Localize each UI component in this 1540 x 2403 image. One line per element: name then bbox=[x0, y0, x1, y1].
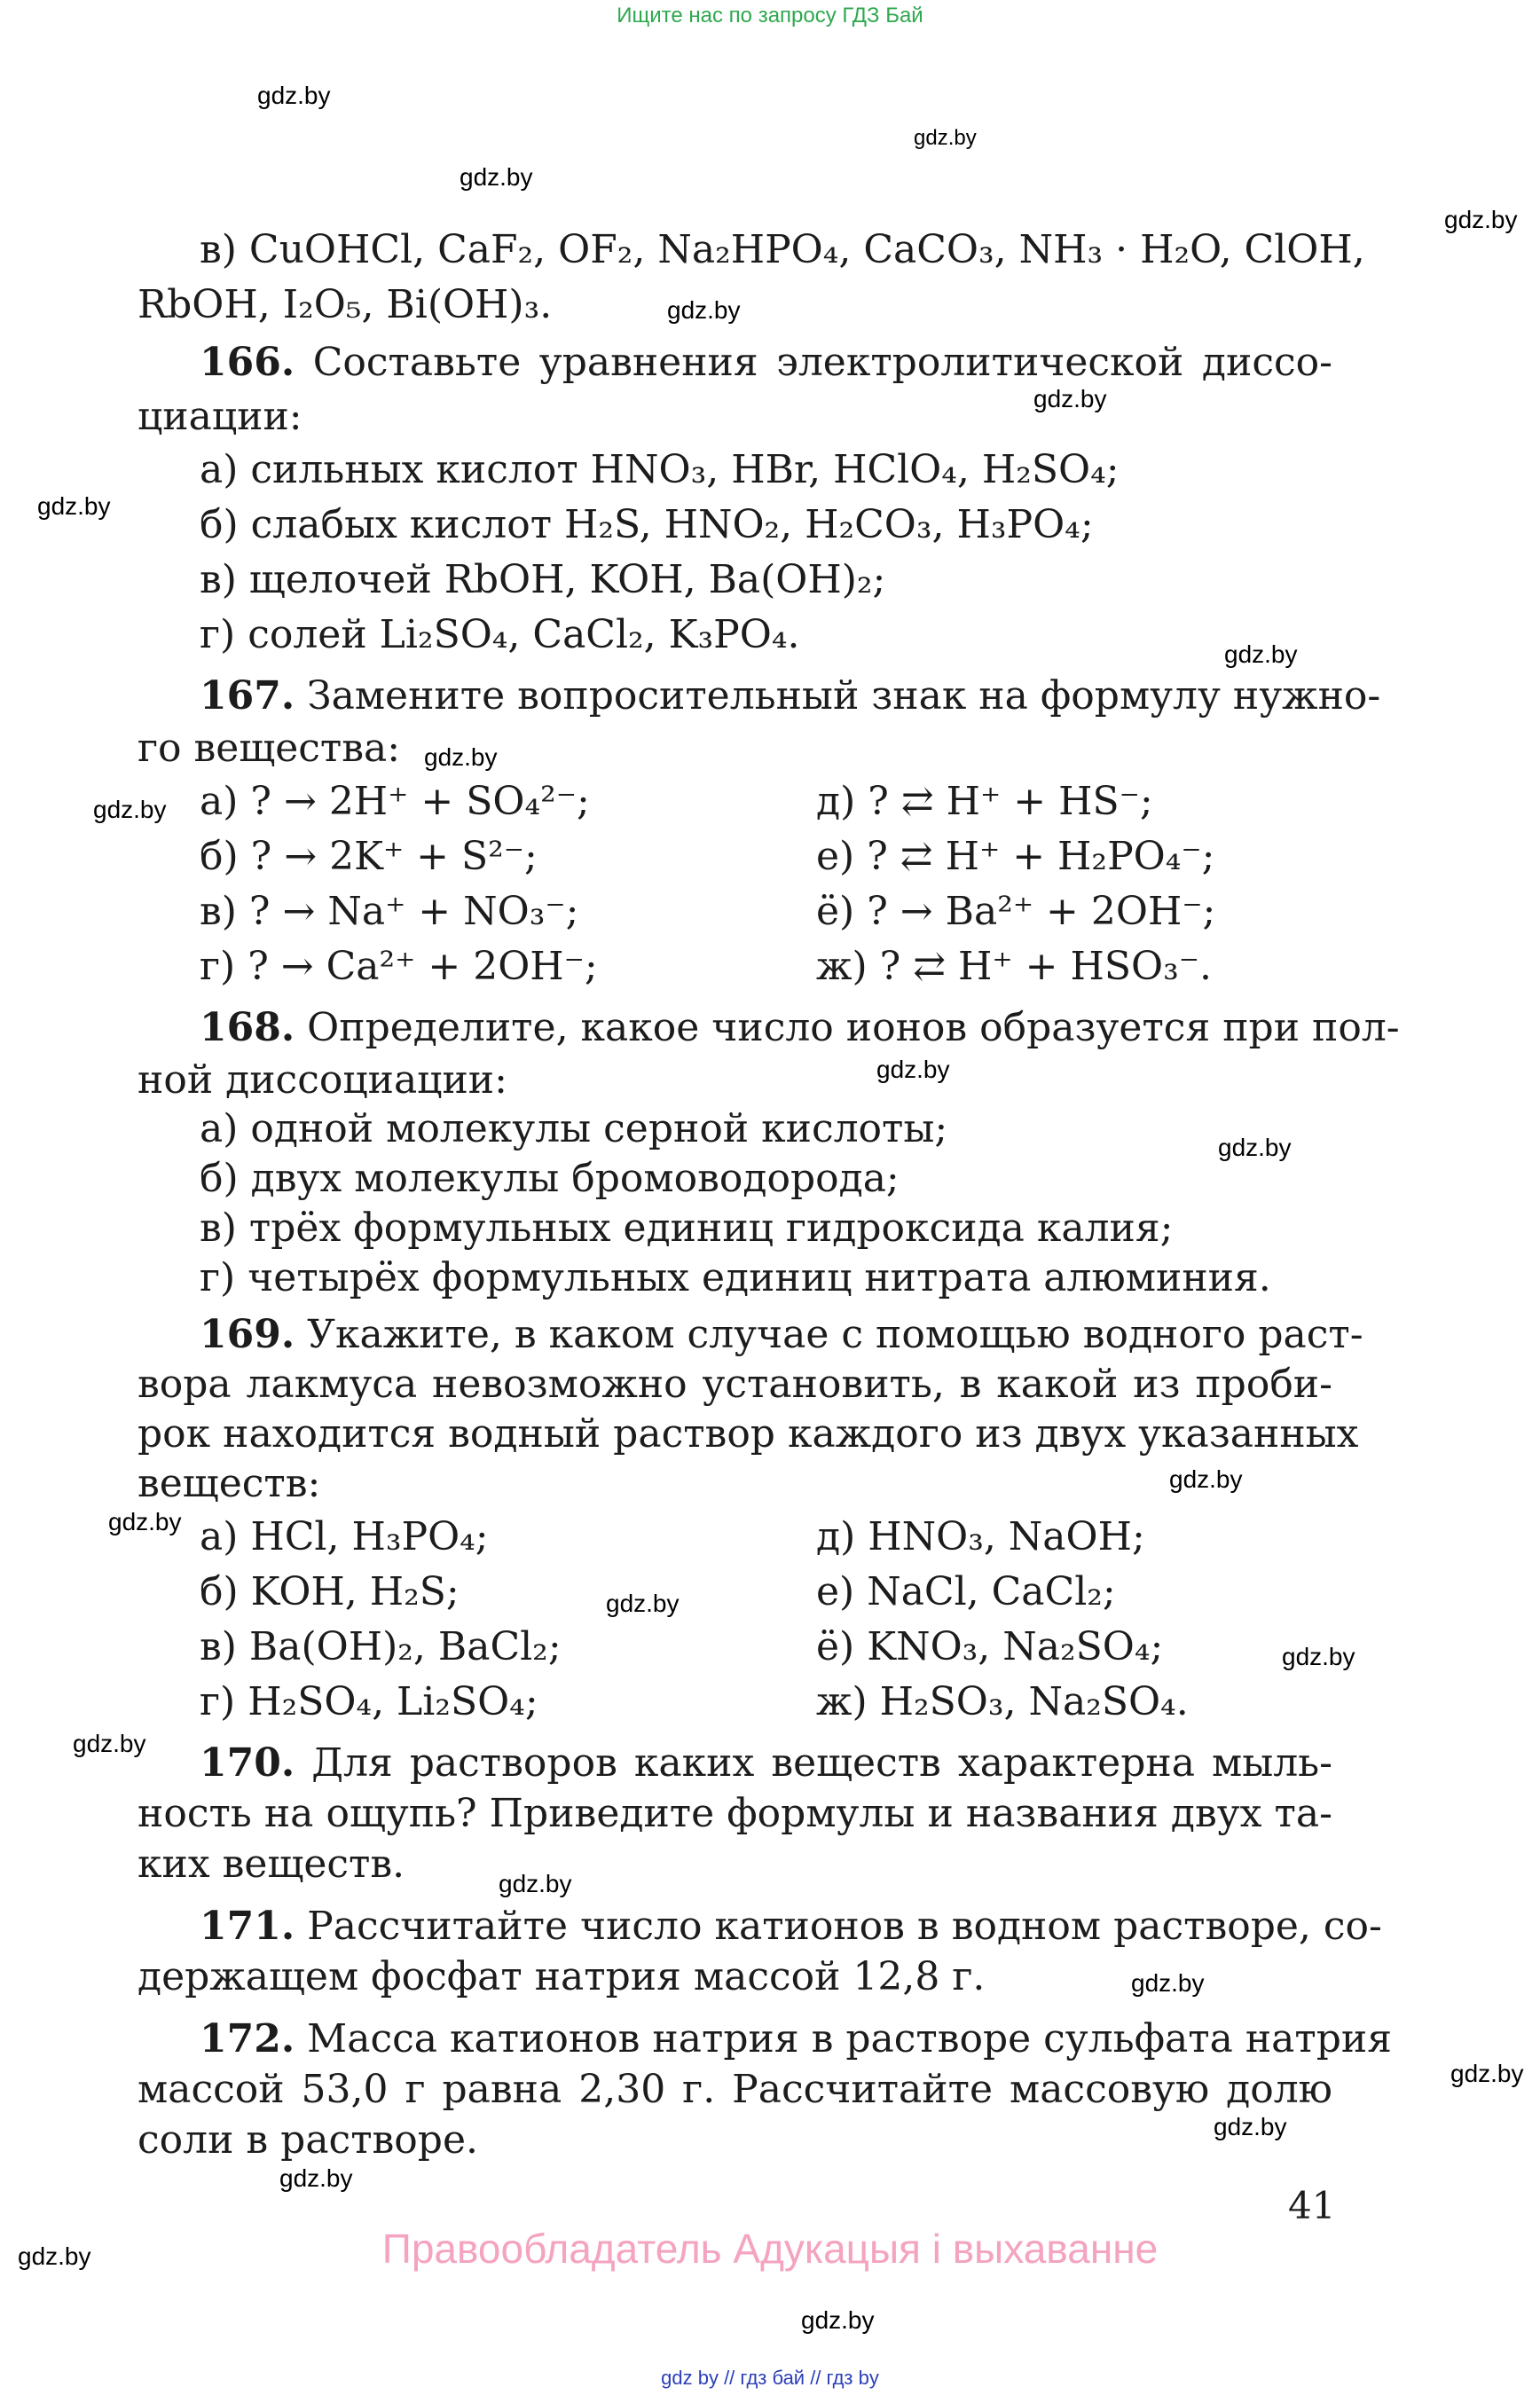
p171-line2: держащем фосфат натрия массой 12,8 г. bbox=[138, 1954, 986, 1999]
watermark: gdz.by bbox=[1218, 1134, 1292, 1161]
watermark: gdz.by bbox=[108, 1508, 182, 1535]
watermark: gdz.by bbox=[606, 1590, 680, 1617]
watermark: gdz.by bbox=[1450, 2060, 1524, 2087]
p167-item-d: г) ? → Ca²⁺ + 2OH⁻; bbox=[200, 944, 598, 989]
watermark: gdz.by bbox=[18, 2242, 91, 2270]
watermark: gdz.by bbox=[37, 492, 111, 520]
p167-number: 167. bbox=[200, 673, 295, 719]
p169-item-e: д) HNO₃, NaOH; bbox=[816, 1514, 1145, 1559]
p172-line2: массой 53,0 г равна 2,30 г. Рассчитайте массовую долю bbox=[138, 2067, 1332, 2112]
p167-line2: го вещества: bbox=[138, 726, 401, 771]
p166-first-line bbox=[200, 340, 1332, 385]
p169-line3: рок находится водный раствор каждого из двух указанных bbox=[138, 1411, 1359, 1457]
watermark: gdz.by bbox=[1282, 1643, 1355, 1670]
copyright-notice: Правообладатель Адукацыя і выхаванне bbox=[381, 2226, 1159, 2272]
p170-first-line bbox=[200, 1740, 1332, 1786]
p166-line2: циации: bbox=[138, 394, 302, 439]
watermark: gdz.by bbox=[667, 296, 741, 324]
p166-item-a: а) сильных кислот HNO₃, HBr, HClO₄, H₂SO₄; bbox=[200, 447, 1120, 492]
p172-line1: Масса катионов натрия в растворе сульфата натрия bbox=[307, 2016, 1392, 2061]
p169-item-h: ж) H₂SO₃, Na₂SO₄. bbox=[816, 1679, 1189, 1724]
p170-line2: ность на ощупь? Приведите формулы и названия двух та- bbox=[138, 1791, 1332, 1836]
watermark: gdz.by bbox=[1224, 640, 1298, 668]
watermark: gdz.by bbox=[279, 2164, 353, 2192]
p167-line1: Замените вопросительный знак на формулу нужно- bbox=[307, 673, 1381, 719]
p169-item-c: в) Ba(OH)₂, BaCl₂; bbox=[200, 1624, 562, 1669]
p169-line2: вора лакмуса невозможно установить, в какой из проби- bbox=[138, 1362, 1332, 1407]
p166-number: 166. bbox=[200, 340, 295, 385]
watermark: gdz.by bbox=[460, 163, 533, 191]
page-number: 41 bbox=[1288, 2184, 1336, 2227]
p169-item-b: б) KOH, H₂S; bbox=[200, 1569, 460, 1614]
p167-item-h: ж) ? ⇄ H⁺ + HSO₃⁻. bbox=[816, 944, 1212, 989]
p169-number: 169. bbox=[200, 1312, 295, 1357]
p168-line2: ной диссоциации: bbox=[138, 1057, 507, 1103]
watermark: gdz.by bbox=[73, 1730, 146, 1757]
watermark: gdz.by bbox=[1033, 385, 1107, 412]
p167-first-line bbox=[200, 673, 1381, 719]
footer-links[interactable]: gdz by // гдз бай // гдз by bbox=[661, 2367, 879, 2389]
watermark: gdz.by bbox=[1169, 1465, 1243, 1493]
watermark: gdz.by bbox=[1444, 206, 1518, 233]
p167-item-a: а) ? → 2H⁺ + SO₄²⁻; bbox=[200, 779, 590, 824]
p169-item-f: е) NaCl, CaCl₂; bbox=[816, 1569, 1116, 1614]
p167-item-f: е) ? ⇄ H⁺ + H₂PO₄⁻; bbox=[816, 834, 1215, 879]
p165-line1: в) CuOHCl, CaF₂, OF₂, Na₂HPO₄, CaCO₃, NH₃ · H₂O, ClOH, bbox=[200, 227, 1365, 272]
p169-item-a: а) HCl, H₃PO₄; bbox=[200, 1514, 489, 1559]
p166-line1: Составьте уравнения электролитической диссо- bbox=[312, 340, 1332, 385]
p171-number: 171. bbox=[200, 1904, 295, 1949]
watermark: gdz.by bbox=[499, 1870, 572, 1897]
header-banner: Ищите нас по запросу ГДЗ Бай bbox=[617, 4, 923, 27]
watermark: gdz.by bbox=[1214, 2113, 1287, 2140]
p170-number: 170. bbox=[200, 1740, 295, 1786]
p169-first-line bbox=[200, 1312, 1363, 1357]
p166-item-d: г) солей Li₂SO₄, CaCl₂, K₃PO₄. bbox=[200, 612, 800, 657]
p167-item-b: б) ? → 2K⁺ + S²⁻; bbox=[200, 834, 538, 879]
p169-item-d: г) H₂SO₄, Li₂SO₄; bbox=[200, 1679, 538, 1724]
p171-first-line bbox=[200, 1904, 1382, 1949]
p168-item-d: г) четырёх формульных единиц нитрата алюминия. bbox=[200, 1255, 1271, 1300]
p172-line3: соли в растворе. bbox=[138, 2117, 478, 2163]
p169-line1: Укажите, в каком случае с помощью водного раст- bbox=[307, 1312, 1363, 1357]
watermark: gdz.by bbox=[424, 743, 498, 771]
p168-line1: Определите, какое число ионов образуется при пол- bbox=[307, 1005, 1400, 1050]
p165-line2: RbOH, I₂O₅, Bi(OH)₃. bbox=[138, 282, 553, 327]
p172-number: 172. bbox=[200, 2016, 295, 2061]
p166-item-b: б) слабых кислот H₂S, HNO₂, H₂CO₃, H₃PO₄; bbox=[200, 502, 1094, 547]
p172-first-line bbox=[200, 2016, 1392, 2061]
p167-item-g: ё) ? → Ba²⁺ + 2OH⁻; bbox=[816, 889, 1216, 934]
p166-item-c: в) щелочей RbOH, KOH, Ba(OH)₂; bbox=[200, 557, 886, 602]
p168-first-line bbox=[200, 1005, 1400, 1050]
watermark: gdz.by bbox=[876, 1056, 950, 1083]
watermark: gdz.by bbox=[1131, 1969, 1205, 1997]
p168-item-b: б) двух молекулы бромоводорода; bbox=[200, 1156, 900, 1201]
p167-item-c: в) ? → Na⁺ + NO₃⁻; bbox=[200, 889, 579, 934]
p169-line4: веществ: bbox=[138, 1461, 321, 1506]
p171-line1: Рассчитайте число катионов в водном растворе, со- bbox=[307, 1904, 1382, 1949]
watermark: gdz.by bbox=[914, 126, 977, 150]
p170-line3: ких веществ. bbox=[138, 1842, 405, 1887]
p170-line1: Для растворов каких веществ характерна мыль- bbox=[311, 1740, 1332, 1786]
p169-item-g: ё) KNO₃, Na₂SO₄; bbox=[816, 1624, 1164, 1669]
p168-item-c: в) трёх формульных единиц гидроксида калия; bbox=[200, 1205, 1174, 1251]
p168-number: 168. bbox=[200, 1005, 295, 1050]
p168-item-a: а) одной молекулы серной кислоты; bbox=[200, 1106, 948, 1151]
watermark: gdz.by bbox=[801, 2306, 875, 2334]
watermark: gdz.by bbox=[257, 82, 331, 109]
watermark: gdz.by bbox=[93, 796, 167, 823]
p167-item-e: д) ? ⇄ H⁺ + HS⁻; bbox=[816, 779, 1153, 824]
